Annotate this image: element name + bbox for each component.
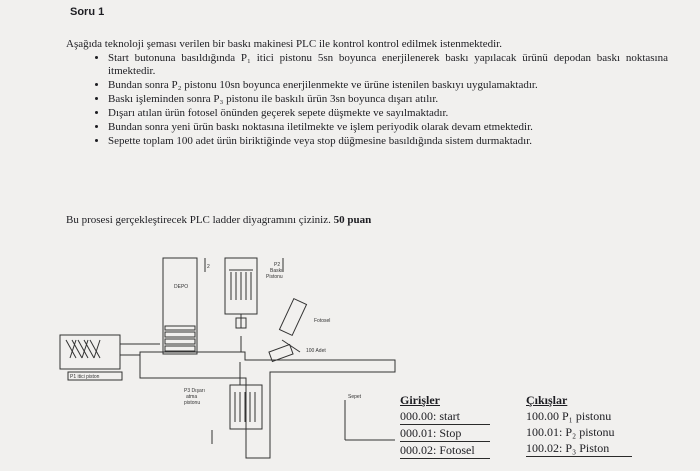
sepet-label: Sepet [348,394,362,400]
input-item: 000.02: Fotosel [400,442,490,459]
output-item: 100.01: P₂ pistonu [526,425,615,439]
requirement-item: • Dışarı atılan ürün fotosel önünden geçerek sepete düşmekte ve sayılmaktadır. [108,107,668,120]
requirement-item: • Start butonuna basıldığında P₁ itici pistonu 5sn boyunca enerjilenerek baskı yapılacak ürünü depodan baskı noktasına itmektedir. [108,52,668,78]
fotosel-label: Fotosel [314,318,331,324]
p2-label-line1: P2 [274,262,281,268]
requirement-item: • Baskı işleminden sonra P₃ pistonu ile baskılı ürün 3sn boyunca dışarı atılır. [108,93,668,106]
requirement-item: • Sepette toplam 100 adet ürün biriktiğinde veya stop düğmesine basıldığında sistem durmaktadır. [108,135,668,148]
outputs-table [526,392,632,457]
p2-label-line2: Baskı [270,268,283,274]
inputs-table [400,392,490,459]
outputs-title: Çıkışlar [526,393,568,407]
question-title: Soru 1 [70,6,105,18]
fotosel-sensor [279,299,306,336]
p3-label-line1: P3 Dışarı [184,388,205,394]
p3-label-line3: pistonu [184,400,201,406]
machine-body [140,352,395,458]
requirement-item: • Bundan sonra P₂ pistonu 10sn boyunca enerjilenmekte ve ürüne istenilen baskıyı uygulamaktadır. [108,79,668,92]
p1-label: P1 itici piston [70,374,100,380]
wire-number-label: 2 [207,264,210,270]
product-box [269,345,293,362]
inputs-title: Girişler [400,393,440,407]
question-intro: Aşağıda teknoloji şeması verilen bir baskı makinesi PLC ile kontrol kontrol edilmek istenmektedir. [66,38,502,50]
output-item: 100.02: P₃ Piston [526,440,632,457]
task-points: 50 puan [333,214,372,226]
output-item: 100.00 P₁ pistonu [526,409,612,423]
task-text: Bu prosesi gerçekleştirecek PLC ladder diyagramını çiziniz. [66,214,331,226]
input-item: 000.00: start [400,408,490,425]
adet-label: 100 Adet [306,348,326,354]
p2-label-line3: Pistonu [266,274,283,280]
requirement-item: • Bundan sonra yeni ürün baskı noktasına iletilmekte ve işlem periyodik olarak devam etmektedir. [108,121,668,134]
input-item: 000.01: Stop [400,425,490,442]
p3-label-line2: atma [186,394,198,400]
depo-label: DEPO [174,284,189,290]
depo-storage [163,258,197,354]
